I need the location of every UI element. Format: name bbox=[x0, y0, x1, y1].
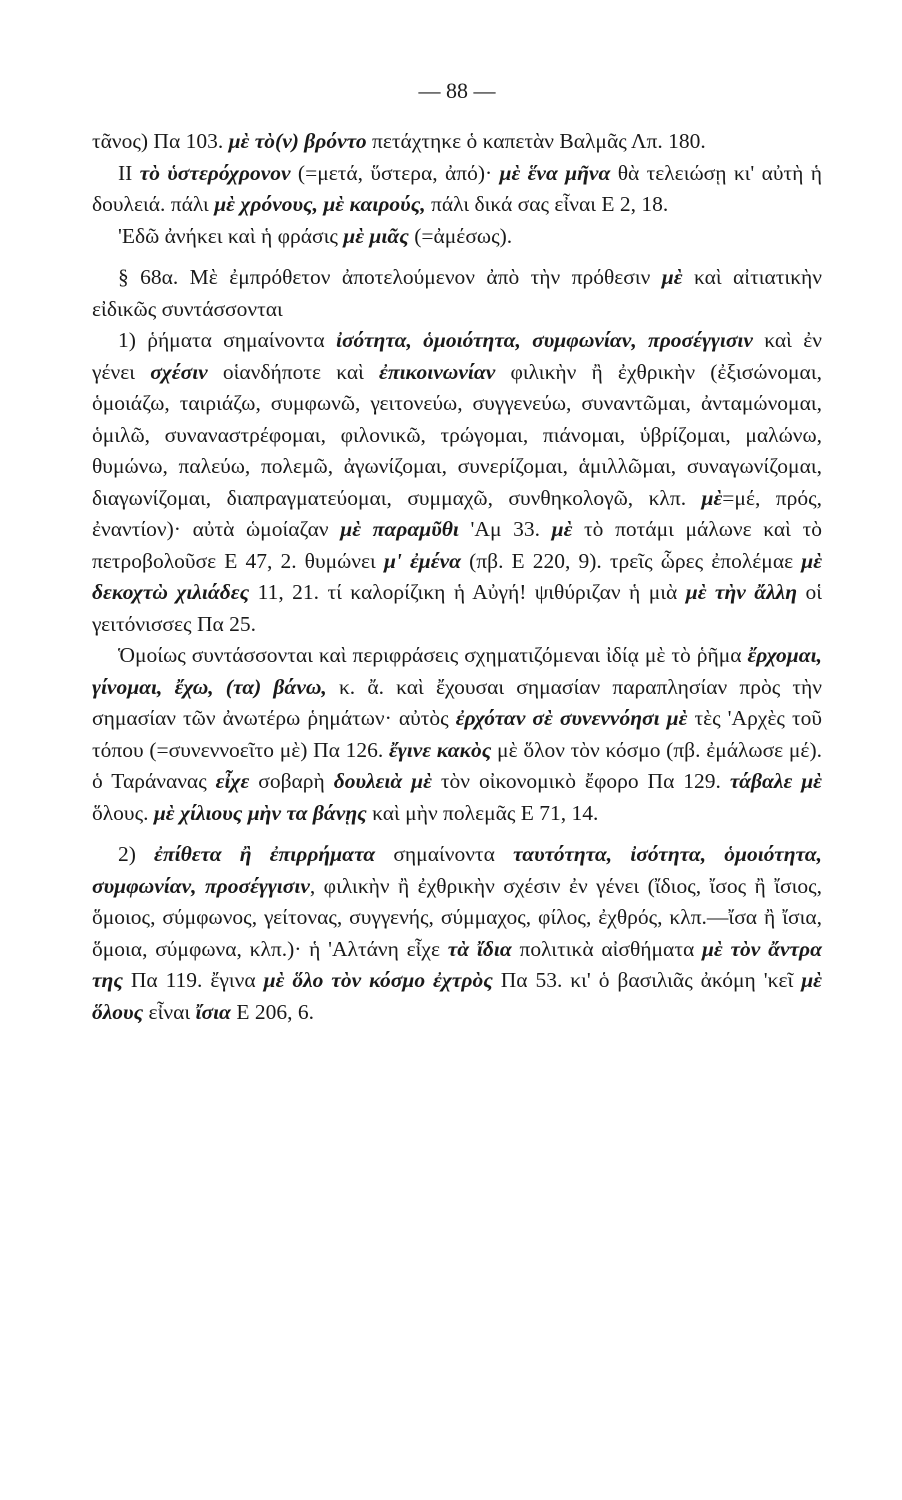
bold-phrase: μὲ bbox=[701, 485, 723, 510]
bold-phrase: μὲ τὸν ἄντρα της bbox=[92, 936, 823, 992]
text-run: τὲς 'Αρχὲς τοῦ τόπου (=συνεννοεῖτο μὲ) Πα 126. bbox=[92, 706, 822, 762]
text-run: καὶ μὴν πολεμᾶς Ε 71, 14. bbox=[366, 800, 599, 825]
text-run: τὸ ποτάμι μάλωνε καὶ τὸ πετροβολοῦσε Ε 47, 2. θυμώνει bbox=[92, 517, 822, 573]
text-run: (=μετά, ὕστερα, ἀπό)· bbox=[290, 160, 500, 185]
text-run: πετάχτηκε ὁ καπετὰν Βαλμᾶς Λπ. 180. bbox=[366, 129, 706, 153]
bold-phrase: μὲ χρόνους, μὲ καιρούς, bbox=[214, 192, 426, 216]
paragraph bbox=[92, 221, 822, 253]
bold-phrase: τὰ ἴδια bbox=[447, 936, 512, 961]
text-run: 'Εδῶ ἀνήκει καὶ ἡ φράσις bbox=[118, 223, 344, 248]
bold-phrase: μ' ἐμένα bbox=[383, 548, 462, 573]
bold-phrase: ἐρχόταν σὲ συνεννόησι μὲ bbox=[455, 706, 688, 730]
bold-phrase: μὲ χίλιους μὴν τα βάνῃς bbox=[153, 800, 367, 825]
text-run: 11, 21. τί καλορίζικη ἡ Αὐγή! ψιθύριζαν ἡ μιὰ bbox=[249, 580, 686, 604]
paragraph bbox=[92, 325, 822, 640]
bold-phrase: ἔρχομαι, γίνομαι, ἔχω, (τα) βάνω, bbox=[92, 643, 822, 699]
text-run: οἱ γειτόνισσες Πα 25. bbox=[92, 580, 822, 636]
bold-phrase: μὲ μιᾶς bbox=[343, 223, 409, 248]
page-number: — 88 — bbox=[418, 78, 496, 103]
bold-phrase: δουλειὰ μὲ bbox=[333, 769, 432, 793]
text-run: Ε 206, 6. bbox=[230, 999, 314, 1024]
bold-phrase: μὲ bbox=[661, 265, 683, 289]
paragraph bbox=[92, 158, 822, 221]
book-page bbox=[92, 78, 822, 1468]
paragraph bbox=[92, 839, 822, 1028]
bold-phrase: μὲ ὅλους bbox=[92, 968, 822, 1024]
text-run: 2) bbox=[118, 842, 155, 866]
text-run: θὰ τελειώσῃ κι' αὐτὴ ἡ δουλειά. πάλι bbox=[92, 160, 822, 216]
bold-phrase: μὲ τὸ(ν) βρόντο bbox=[228, 129, 367, 153]
text-run: Ὁμοίως συντάσσονται καὶ περιφράσεις σχηματιζόμεναι ἰδίᾳ μὲ τὸ ῥῆμα bbox=[118, 643, 748, 667]
bold-phrase: εἶχε bbox=[215, 769, 250, 793]
text-run: 1) ῥήματα σημαίνοντα bbox=[118, 328, 336, 352]
bold-phrase: μὲ ἕνα μῆνα bbox=[499, 160, 611, 185]
text-run: 'Αμ 33. bbox=[458, 517, 552, 541]
bold-phrase: μὲ παραμῦθι bbox=[340, 517, 459, 541]
text-run: πολιτικὰ αἰσθήματα bbox=[511, 936, 702, 961]
text-run: καὶ ἐν γένει bbox=[92, 328, 822, 384]
text-run: (=ἀμέσως). bbox=[408, 223, 513, 248]
text-run: πάλι δικά σας εἶναι Ε 2, 18. bbox=[425, 192, 669, 216]
paragraph bbox=[92, 640, 822, 829]
paragraph bbox=[92, 126, 822, 158]
bold-phrase: μὲ τὴν ἄλλη bbox=[685, 580, 798, 604]
bold-phrase: τὸ ὑστερόχρονον bbox=[139, 160, 291, 185]
text-run: τὸν οἰκονομικὸ ἔφορο Πα 129. bbox=[431, 769, 730, 793]
bold-phrase: μὲ bbox=[551, 517, 573, 541]
text-run: Πα 119. ἔγινα bbox=[122, 968, 264, 992]
bold-phrase: ταυτότητα, ἰσότητα, ὁμοιότητα, συμφωνίαν, προσέγγισιν bbox=[92, 842, 822, 898]
body-text bbox=[92, 126, 822, 1028]
bold-phrase: μὲ δεκοχτὼ χιλιάδες bbox=[92, 548, 823, 604]
text-run: Πα 53. κι' ὁ βασιλιᾶς ἀκόμη 'κεῖ bbox=[492, 968, 802, 992]
bold-phrase: μὲ ὅλο τὸν κόσμο ἐχτρὸς bbox=[263, 968, 493, 992]
text-run: , φιλικὴν ἢ ἐχθρικὴν σχέσιν ἐν γένει (ἴδιος, ἴσος ἢ ἴσιος, ὅμοιος, σύμφωνος, γείτονας, συγγενής, σύμμαχος, φίλος, ἐχθρός, κλπ.—ἴσα ἢ ἴσια, ὅμοια, σύμφωνα, κλπ.)· ἡ 'Αλτάνη εἶχε bbox=[92, 873, 823, 961]
text-run: σοβαρὴ bbox=[249, 769, 334, 793]
text-run: II bbox=[118, 160, 140, 185]
text-run: καὶ αἰτιατικὴν εἰδικῶς συντάσσονται bbox=[92, 265, 823, 321]
bold-phrase: τάβαλε μὲ bbox=[729, 769, 823, 793]
paragraph bbox=[92, 262, 822, 325]
bold-phrase: ἴσια bbox=[195, 999, 231, 1024]
text-run: κ. ἄ. καὶ ἔχουσαι σημασίαν παραπλησίαν πρὸς τὴν σημασίαν τῶν ἀνωτέρω ῥημάτων· αὐτὸς bbox=[92, 674, 822, 730]
text-run: φιλικὴν ἢ ἐχθρικὴν (ἐξισώνομαι, ὁμοιάζω, ταιριάζω, συμφωνῶ, γειτονεύω, συγγενεύω, συναντῶμαι, ἀνταμώνομαι, ὁμιλῶ, συναναστρέφομαι, φιλονικῶ, τρώγομαι, πιάνομαι, ὑβρίζομαι, μαλώνω, θυμώνω, παλεύω, πολεμῶ, ἀγωνίζομαι, συνερίζομαι, ἁμιλλῶμαι, συναγωνίζομαι, διαγωνίζομαι, διαπραγματεύομαι, συμμαχῶ, συνθηκολογῶ, κλπ. bbox=[92, 359, 822, 510]
bold-phrase: ἰσότητα, ὁμοιότητα, συμφωνίαν, προσέγγισιν bbox=[335, 328, 753, 352]
text-run: οἱανδήποτε καὶ bbox=[207, 359, 380, 384]
text-run: =μέ, πρός, ἐναντίον)· αὐτὰ ὡμοίαζαν bbox=[92, 485, 822, 541]
text-run: μὲ ὅλον τὸν κόσμο (πβ. ἐμάλωσε μέ). ὁ Ταράνανας bbox=[92, 737, 822, 793]
bold-phrase: ἔγινε κακὸς bbox=[388, 737, 492, 762]
text-run: (πβ. Ε 220, 9). τρεῖς ὧρες ἐπολέμαε bbox=[461, 548, 802, 573]
bold-phrase: ἐπικοινωνίαν bbox=[379, 359, 496, 384]
bold-phrase: ἐπίθετα ἢ ἐπιρρήματα bbox=[154, 842, 376, 866]
text-run: § 68α. Μὲ ἐμπρόθετον ἀποτελούμενον ἀπὸ τὴν πρόθεσιν bbox=[118, 265, 662, 289]
text-run: τᾶνος) Πα 103. bbox=[92, 129, 229, 153]
text-run: ὅλους. bbox=[92, 800, 154, 825]
text-run: εἶναι bbox=[143, 999, 196, 1024]
bold-phrase: σχέσιν bbox=[150, 359, 208, 384]
text-run: σημαίνοντα bbox=[375, 842, 513, 866]
